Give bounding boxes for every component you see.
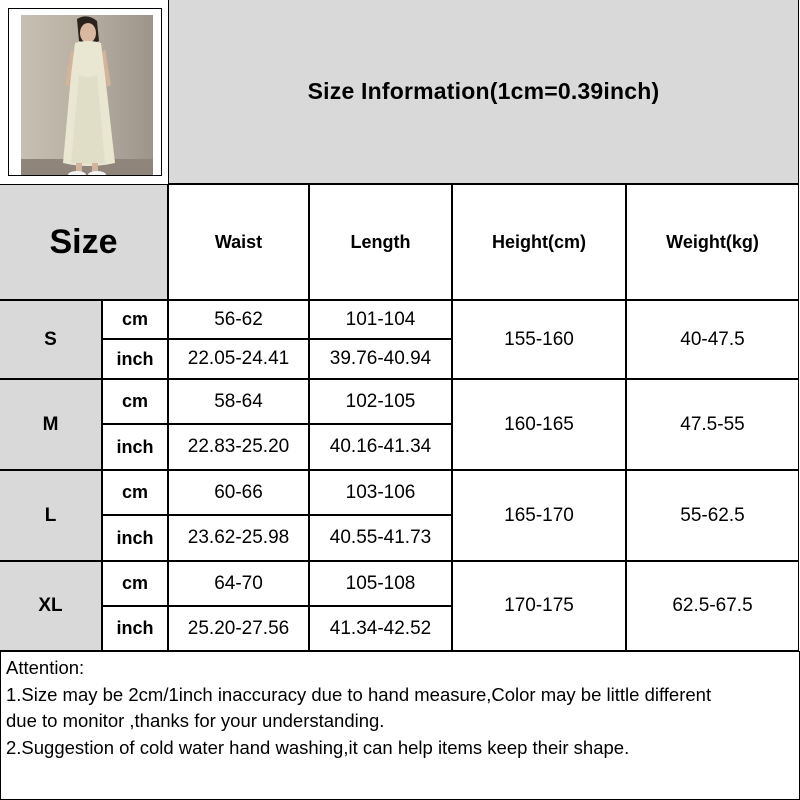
- unit-cm: cm: [102, 470, 168, 515]
- attention-heading: Attention:: [6, 657, 85, 678]
- size-label-l: L: [0, 470, 102, 561]
- height-column-header: Height(cm): [452, 184, 626, 300]
- waist-cm: 60-66: [168, 470, 309, 515]
- unit-inch: inch: [102, 515, 168, 561]
- unit-cm: cm: [102, 561, 168, 606]
- waist-cm: 58-64: [168, 379, 309, 424]
- length-inch: 40.55-41.73: [309, 515, 452, 561]
- height-value: 165-170: [452, 470, 626, 561]
- weight-column-header: Weight(kg): [626, 184, 799, 300]
- waist-column-header: Waist: [168, 184, 309, 300]
- model-figure: [21, 15, 153, 176]
- product-photo: [8, 8, 162, 176]
- size-label-s: S: [0, 300, 102, 379]
- waist-cm: 56-62: [168, 300, 309, 339]
- waist-inch: 22.83-25.20: [168, 424, 309, 470]
- attention-note-1-continued: due to monitor ,thanks for your understanding.: [6, 710, 385, 731]
- waist-inch: 22.05-24.41: [168, 339, 309, 379]
- length-cm: 103-106: [309, 470, 452, 515]
- product-photo-cell: [0, 0, 169, 185]
- weight-value: 62.5-67.5: [626, 561, 799, 651]
- length-cm: 105-108: [309, 561, 452, 606]
- waist-inch: 25.20-27.56: [168, 606, 309, 651]
- length-column-header: Length: [309, 184, 452, 300]
- weight-value: 55-62.5: [626, 470, 799, 561]
- length-cm: 102-105: [309, 379, 452, 424]
- weight-value: 47.5-55: [626, 379, 799, 470]
- waist-cm: 64-70: [168, 561, 309, 606]
- height-value: 160-165: [452, 379, 626, 470]
- length-inch: 41.34-42.52: [309, 606, 452, 651]
- size-column-header: Size: [0, 184, 168, 300]
- size-label-xl: XL: [0, 561, 102, 651]
- waist-inch: 23.62-25.98: [168, 515, 309, 561]
- length-cm: 101-104: [309, 300, 452, 339]
- height-value: 170-175: [452, 561, 626, 651]
- unit-inch: inch: [102, 424, 168, 470]
- chart-title: Size Information(1cm=0.39inch): [168, 0, 799, 184]
- attention-notes: [0, 651, 800, 800]
- unit-cm: cm: [102, 300, 168, 339]
- attention-note-1: 1.Size may be 2cm/1inch inaccuracy due to hand measure,Color may be little different: [6, 683, 712, 705]
- size-label-m: M: [0, 379, 102, 470]
- length-inch: 39.76-40.94: [309, 339, 452, 379]
- height-value: 155-160: [452, 300, 626, 379]
- unit-cm: cm: [102, 379, 168, 424]
- unit-inch: inch: [102, 339, 168, 379]
- length-inch: 40.16-41.34: [309, 424, 452, 470]
- attention-note-2: 2.Suggestion of cold water hand washing,it can help items keep their shape.: [6, 736, 630, 758]
- unit-inch: inch: [102, 606, 168, 651]
- weight-value: 40-47.5: [626, 300, 799, 379]
